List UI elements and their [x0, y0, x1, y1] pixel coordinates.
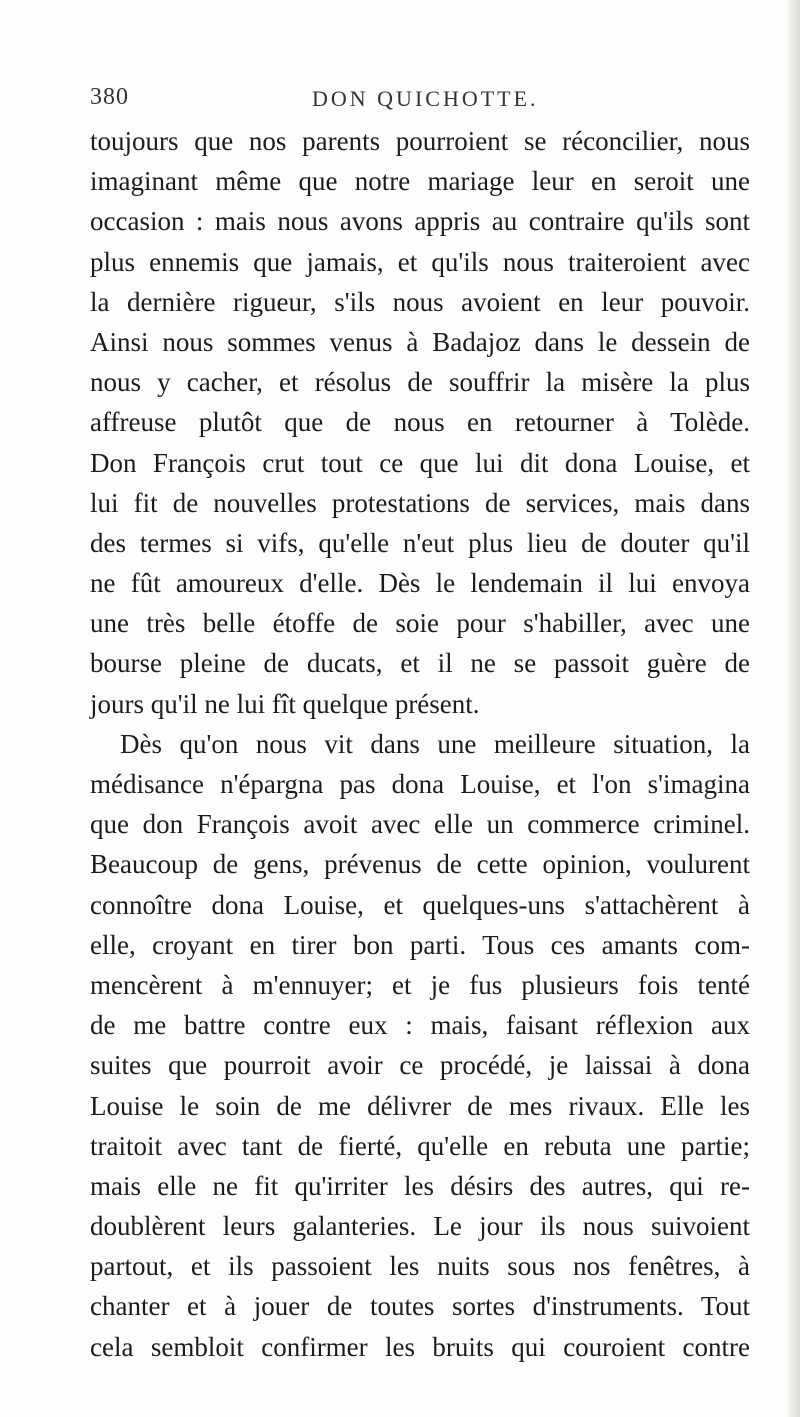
- text-line: partout, et ils passoient les nuits sous nos fenêtres, à: [90, 1251, 750, 1282]
- text-line: jours qu'il ne lui fît quelque présent.: [90, 688, 480, 719]
- text-line: lui fit de nouvelles protestations de services, mais dans: [90, 487, 750, 518]
- text-line: mais elle ne fit qu'irriter les désirs des autres, qui re-: [90, 1170, 750, 1201]
- text-line: nous y cacher, et résolus de souffrir la misère la plus: [90, 367, 750, 398]
- text-line: de me battre contre eux : mais, faisant réflexion aux: [90, 1010, 750, 1041]
- body-text: [90, 121, 750, 1367]
- text-line: ne fût amoureux d'elle. Dès le lendemain il lui envoya: [90, 568, 750, 599]
- text-line: Ainsi nous sommes venus à Badajoz dans le dessein de: [90, 326, 750, 357]
- text-line: chanter et à jouer de toutes sortes d'instruments. Tout: [90, 1291, 750, 1322]
- text-line: imaginant même que notre mariage leur en seroit une: [90, 166, 750, 197]
- page-header: [90, 84, 750, 114]
- text-line: la dernière rigueur, s'ils nous avoient en leur pouvoir.: [90, 286, 750, 317]
- text-line: mencèrent à m'ennuyer; et je fus plusieurs fois tenté: [90, 969, 750, 1000]
- text-line: toujours que nos parents pourroient se réconcilier, nous: [90, 126, 750, 156]
- text-line: plus ennemis que jamais, et qu'ils nous traiteroient avec: [90, 246, 750, 277]
- running-title: DON QUICHOTTE.: [312, 86, 539, 111]
- text-line: Don François crut tout ce que lui dit dona Louise, et: [90, 447, 750, 478]
- text-line: doublèrent leurs galanteries. Le jour ils nous suivoient: [90, 1211, 750, 1242]
- text-line: cela sembloit confirmer les bruits qui couroient contre: [90, 1331, 750, 1362]
- text-line: Louise le soin de me délivrer de mes rivaux. Elle les: [90, 1090, 750, 1121]
- text-line: Dès qu'on nous vit dans une meilleure situation, la: [120, 728, 750, 759]
- text-line: bourse pleine de ducats, et il ne se passoit guère de: [90, 648, 750, 679]
- page-edge-shadow: [786, 0, 800, 1417]
- text-line: Beaucoup de gens, prévenus de cette opinion, voulurent: [90, 849, 750, 880]
- page-number: 380: [90, 84, 129, 110]
- text-line: médisance n'épargna pas dona Louise, et l'on s'imagina: [90, 769, 750, 799]
- text-line: traitoit avec tant de fierté, qu'elle en rebuta une partie;: [90, 1130, 750, 1161]
- text-line: elle, croyant en tirer bon parti. Tous ces amants com-: [90, 929, 750, 960]
- text-line: connoître dona Louise, et quelques-uns s'attachèrent à: [90, 889, 750, 920]
- text-line: affreuse plutôt que de nous en retourner à Tolède.: [90, 407, 750, 438]
- text-line: suites que pourroit avoir ce procédé, je laissai à dona: [90, 1050, 750, 1081]
- text-line: une très belle étoffe de soie pour s'habiller, avec une: [90, 608, 750, 639]
- text-line: occasion : mais nous avons appris au contraire qu'ils sont: [90, 206, 750, 237]
- text-line: des termes si vifs, qu'elle n'eut plus lieu de douter qu'il: [90, 527, 750, 558]
- text-line: que don François avoit avec elle un commerce criminel.: [90, 809, 750, 840]
